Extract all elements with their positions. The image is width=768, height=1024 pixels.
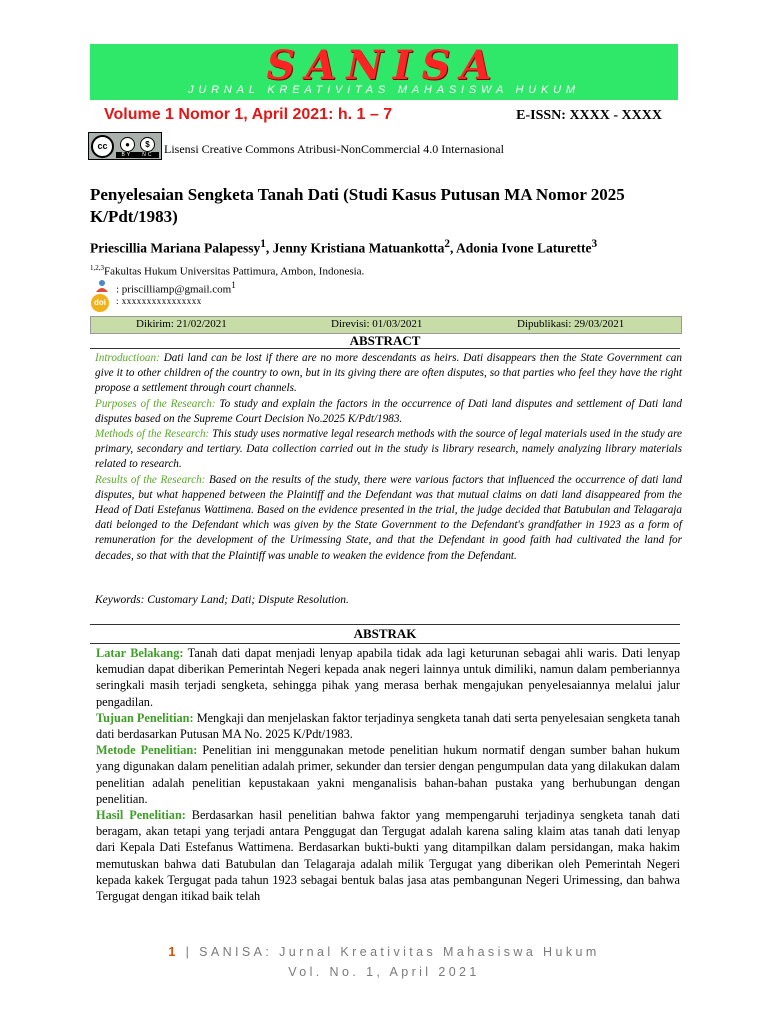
volume-line: Volume 1 Nomor 1, April 2021: h. 1 – 7 (104, 106, 393, 123)
abstract-paragraph: Purposes of the Research: To study and explain the factors in the occurrence of Dati land disputes and settlement of Dati land disputes based on the Supreme Court Decision No.2025 K/Pdt/1983. (95, 397, 682, 425)
email-icon (95, 279, 109, 293)
revised-date: Direvisi: 01/03/2021 (331, 318, 423, 330)
doi-value[interactable]: : xxxxxxxxxxxxxxxx (116, 296, 202, 306)
journal-subtitle: JURNAL KREATIVITAS MAHASISWA HUKUM (188, 84, 580, 96)
author-sup: 2 (444, 238, 450, 250)
author-name: Adonia Ivone Laturette (456, 240, 592, 256)
author-name: Jenny Kristiana Matuankotta (272, 240, 445, 256)
abstract-paragraph: Results of the Research: Based on the results of the study, there were various factors that influenced the occurrence of dati land disputes, but what happened between the Plaintiff and the Defendant was that mutual claims on dati land disappeared from the Head of Dati Estefanus Wattimena. Based on the evidence presented in the trial, the judge decided that Batubulan and Telagaraja dati belonged to the Defendant which was given by the State Government to the Defendant's grandfather in 1923 as a form of remuneration for the development of the Urimessing State, and that the Defendant in good faith had cultivated the land for decades, so that with that the Plaintiff was unable to weaken the evidence from the Defendant. (95, 473, 682, 562)
journal-name: SANISA (266, 42, 502, 89)
abstract-paragraph: Methods of the Research: This study uses normative legal research methods with the source of legal materials used in the study are primary, secondary and tertiary. Data collection carried out in the study is library research, namely analyzing library materials related to research. (95, 428, 682, 471)
keywords: Keywords: Customary Land; Dati; Dispute Resolution. (95, 594, 349, 606)
person-icon: ● (120, 137, 135, 152)
abstract-paragraph: Introductioan: Dati land can be lost if there are no more descendants as heirs. Dati disappears then the State Government can give it to other children of the country to own, but in its giving there are often disputes, so that parties who feel they have the right propose a settlement through court channels. (95, 352, 682, 395)
journal-banner (90, 44, 678, 100)
no-commercial-icon: $ (140, 137, 155, 152)
divider (90, 348, 680, 349)
cc-icon: cc (91, 135, 114, 158)
abstrak-paragraph: Latar Belakang: Tanah dati dapat menjadi lenyap apabila tidak ada lagi keturunan sebagai ahli waris. Dati lenyap kemudian dapat diberikan Pemerintah Negeri kepada anak negeri lainnya untuk dimiliki, namun dalam pemberiannya seringkali masih terjadi sengketa, sehingga pihak yang merasa berhak mengajukan penyelesaiannya melalui jalur pengadilan. (96, 646, 681, 709)
author-sup: 1 (260, 238, 266, 250)
affiliation: $^{1,2,3}$Fakultas Hukum Universitas Pattimura, Ambon, Indonesia. (90, 264, 365, 278)
doi-icon: doi (91, 294, 109, 312)
article-title: Penyelesaian Sengketa Tanah Dati (Studi Kasus Putusan MA Nomor 2025 K/Pdt/1983) (90, 185, 625, 226)
author-list: Priescillia Mariana Palapessy$^1$, Jenny Kristiana Matuankotta$^2$, Adonia Ivone Laturette$^3$ (90, 238, 598, 256)
author-name: Priescillia Mariana Palapessy (90, 240, 261, 256)
abstrak-paragraph: Hasil Penelitian: Berdasarkan hasil penelitian bahwa faktor yang mempengaruhi terjadinya sengketa tanah dati beragam, akan tetapi yang terjadi antara Penggugat dan Tergugat adalah karena saling klaim atas tanah dati lenyap dari Kepala Dati Estefanus Wattimena. Berdasarkan bukti-bukti yang ditampilkan dalam persidangan, maka hakim memutuskan bahwa dati Batubulan dan Telagaraja adalah milik Tergugat yang diberikan oleh Pemerintah Negeri kepada kakek Tergugat pada tahun 1923 sebagai bentuk balas jasa atas pembangunan Negeri Urimessing, dan bahwa Tergugat dengan itikad baik telah (96, 808, 680, 904)
eissn: E-ISSN: XXXX - XXXX (516, 108, 662, 123)
abstrak-heading: ABSTRAK (353, 626, 417, 641)
abstract-body (95, 351, 682, 564)
published-date: Dipublikasi: 29/03/2021 (517, 318, 625, 330)
submitted-date: Dikirim: 21/02/2021 (136, 318, 227, 330)
abstrak-paragraph: Metode Penelitian: Penelitian ini menggunakan metode penelitian hukum normatif dengan sumber bahan hukum yang digunakan dalam penelitian adalah primer, sekunder dan tersier dengan pengumpulan data yang dilakukan dalam penelitian adalah penelitian kepustakaan yakni menganalisis bahan-bahan pustaka yang berhubungan dengan penelitian. (96, 743, 680, 806)
author-sup: 3 (591, 238, 598, 250)
divider (90, 624, 680, 625)
abstrak-paragraph: Tujuan Penelitian: Mengkaji dan menjelaskan faktor terjadinya sengketa tanah dati serta penyelesaian sengketa tanah dati berdasarkan Putusan MA No. 2025 K/Pdt/1983. (96, 710, 680, 742)
abstract-heading: ABSTRACT (349, 333, 421, 348)
footer-line-2: Vol. No. 1, April 2021 (288, 965, 480, 979)
date-bar (90, 316, 682, 334)
page-number: 1 (168, 945, 179, 959)
divider (90, 643, 680, 644)
abstrak-body (96, 645, 680, 904)
cc-badge-strip: BY NC (116, 152, 159, 158)
page-footer (0, 942, 768, 982)
license-text[interactable]: Lisensi Creative Commons Atribusi-NonCommercial 4.0 Internasional (164, 142, 504, 156)
email-address[interactable]: : priscilliamp@gmail.com$^1$ (116, 280, 236, 296)
footer-line-1: 1 | SANISA: Jurnal Kreativitas Mahasiswa Hukum (168, 945, 600, 959)
creative-commons-badge[interactable] (88, 132, 162, 160)
